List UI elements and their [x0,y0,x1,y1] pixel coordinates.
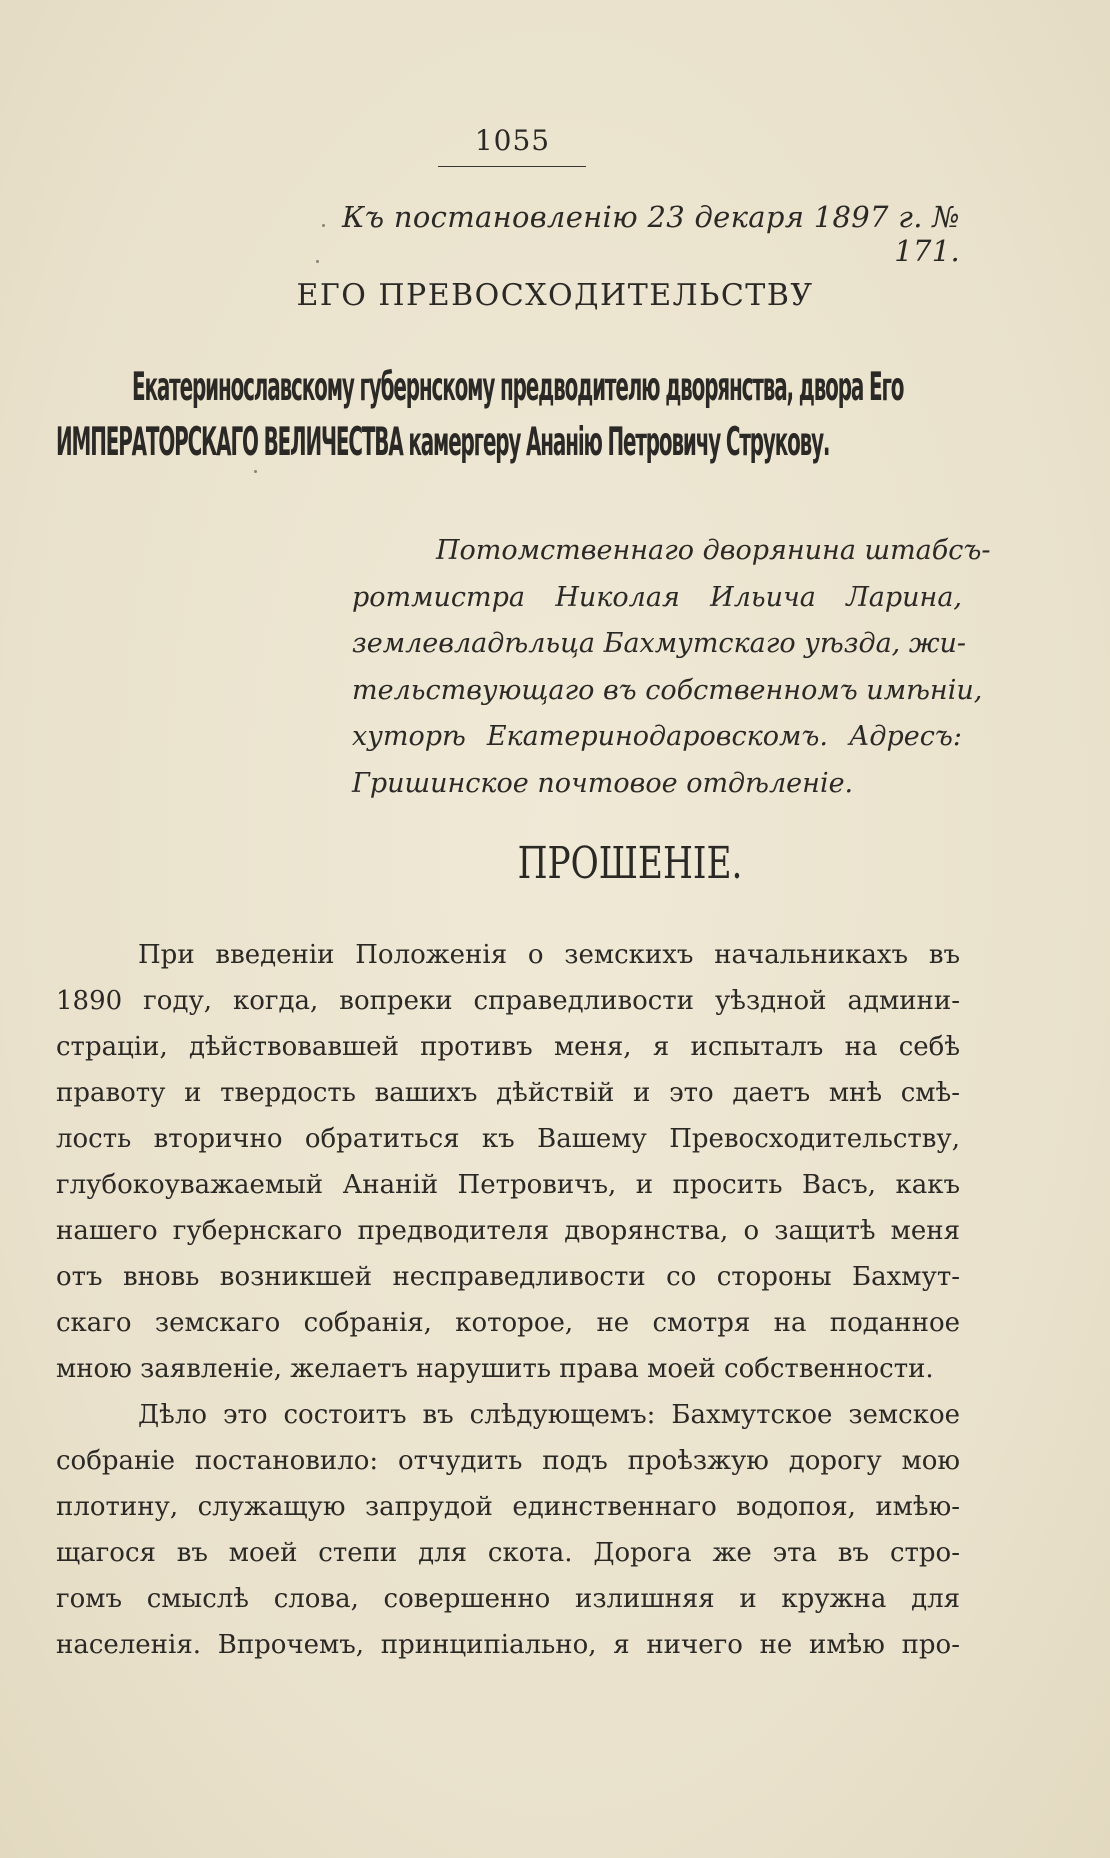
body-line: отъ вновь возникшей несправедливости со стороны Бахмут- [56,1262,960,1292]
page-number-rule [438,166,586,167]
body-line: гомъ смыслѣ слова, совершенно излишняя и кружна для [56,1584,960,1614]
speck [254,470,257,473]
petitioner-line: землевладѣльца Бахмутскаго уѣзда, жи- [352,628,967,659]
petitioner-line: ротмистра Николая Ильича Ларина, [352,581,962,613]
petitioner-line: Потомственнаго дворянина штабсъ- [436,535,991,566]
body-line: скаго земскаго собранія, которое, не смотря на поданное [56,1308,960,1338]
body-line: 1890 году, когда, вопреки справедливости уѣздной админи- [56,986,960,1016]
page-number: 1055 [474,124,551,157]
resolution-reference: Къ постановленію 23 декаря 1897 г. № 171. [342,200,960,268]
body-line: лость вторично обратиться къ Вашему Превосходительству, [56,1124,960,1154]
speck [322,224,325,227]
body-line: правоту и твердость вашихъ дѣйствій и это даетъ мнѣ смѣ- [56,1078,960,1108]
petitioner-line: Гришинское почтовое отдѣленіе. [352,767,854,799]
body-line: плотину, служащую запрудой единственнаго водопоя, имѣю- [56,1492,960,1522]
body-line: При введеніи Положенія о земскихъ начальникахъ въ [138,940,960,970]
petitioner-block [352,528,991,807]
petitioner-line: тельствующаго въ собственномъ имѣніи, [352,674,983,706]
addressee-line: Екатеринославскому губернскому предводителю дворянства, двора Его [132,365,904,410]
body-line: глубокоуважаемый Ананій Петровичъ, и просить Васъ, какъ [56,1170,960,1200]
petition-body [56,932,960,1668]
body-line: нашего губернскаго предводителя дворянства, о защитѣ меня [56,1216,960,1246]
body-line: населенія. Впрочемъ, принципіально, я ничего не имѣю про- [56,1630,960,1660]
body-line: Дѣло это состоитъ въ слѣдующемъ: Бахмутское земское [138,1400,960,1430]
body-line: собраніе постановило: отчудить подъ проѣзжую дорогу мою [56,1446,960,1476]
petitioner-line: хуторѣ Екатеринодаровскомъ. Адресъ: [352,721,962,752]
body-line: щагося въ моей степи для скота. Дорога же эта въ стро- [56,1538,960,1568]
speck [316,260,319,263]
addressee-title: ЕГО ПРЕВОСХОДИТЕЛЬСТВУ [296,278,814,313]
addressee-line: ИМПЕРАТОРСКАГО ВЕЛИЧЕСТВА камергеру Ананію Петровичу Струкову. [56,420,830,465]
body-line: мною заявленіе, желаетъ нарушить права моей собственности. [56,1354,934,1384]
body-line: страціи, дѣйствовавшей противъ меня, я испыталъ на себѣ [56,1032,960,1062]
document-title: ПРОШЕНІЕ. [517,838,743,889]
